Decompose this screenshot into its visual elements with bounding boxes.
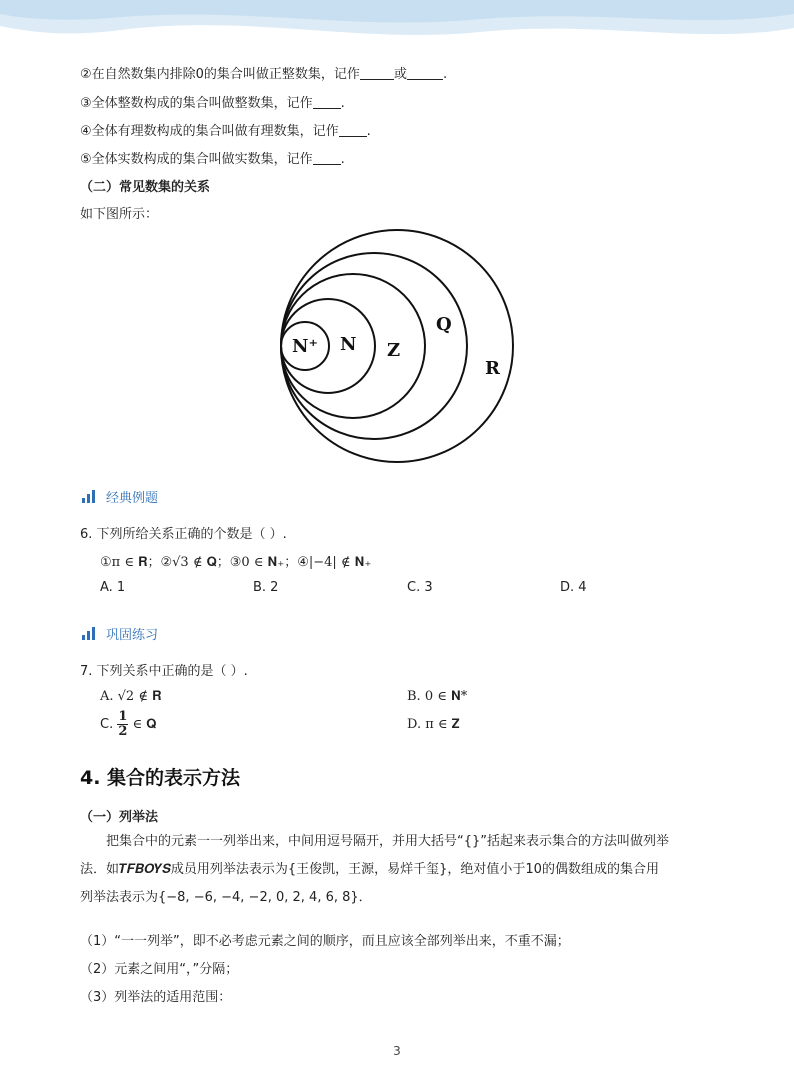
definition-reals (80, 148, 345, 167)
answer-blank (360, 67, 394, 80)
definition-text: ②在自然数集内排除0的集合叫做正整数集，记作 (80, 67, 360, 82)
subheading-relations: （二）常见数集的关系 (80, 180, 211, 195)
section-tag-label: 巩固练习 (106, 628, 159, 643)
period: . (366, 124, 371, 139)
label-Q: Q (436, 314, 452, 335)
option-letter: C. (100, 717, 118, 732)
q6-option-a: A. 1 (100, 580, 126, 595)
period: . (442, 67, 448, 82)
definition-positive-integers (80, 63, 447, 82)
q7-stem: 7. 下列关系中正确的是（ ）. (80, 664, 248, 679)
definition-text: ⑤全体实数构成的集合叫做实数集，记作 (80, 152, 313, 167)
fraction-denominator: 2 (118, 724, 128, 739)
q6-option-d: D. 4 (560, 580, 587, 595)
answer-blank (313, 96, 341, 109)
note-item-3: （3）列举法的适用范围： (80, 990, 232, 1005)
q6-stem: 6. 下列所给关系正确的个数是（ ）. (80, 527, 287, 542)
option-relation: ∈ 𝐐 (128, 717, 157, 732)
answer-blank (407, 67, 443, 80)
definition-text: ③全体整数构成的集合叫做整数集，记作 (80, 96, 313, 111)
period: . (340, 152, 345, 167)
q7-option-a: A. √2 ∉ 𝐑 (100, 689, 162, 704)
label-N: N (340, 334, 357, 355)
q7-option-c (100, 710, 156, 739)
subheading-enumeration: （一）列举法 (80, 810, 159, 825)
paragraph-line: 列举法表示为{−8, −6, −4, −2, 0, 2, 4, 6, 8}． (80, 890, 372, 905)
note-item-2: （2）元素之间用“，”分隔； (80, 962, 239, 977)
q6-option-c: C. 3 (407, 580, 433, 595)
q6-option-b: B. 2 (253, 580, 279, 595)
paragraph-line: 法．如𝑻𝑭𝑩𝑶𝒀𝑺成员用列举法表示为{王俊凯，王源，易烊千玺}，绝对值小于10的偶数组成的集合用 (80, 862, 659, 877)
fraction-numerator: 1 (118, 709, 128, 724)
definition-rationals (80, 120, 371, 139)
definition-text: ④全体有理数构成的集合叫做有理数集，记作 (80, 124, 339, 139)
section-tag-label: 经典例题 (106, 491, 159, 506)
figure-intro: 如下图所示： (80, 207, 159, 222)
page-number: 3 (393, 1044, 401, 1058)
label-R: R (485, 358, 500, 379)
section-heading: 4. 集合的表示方法 (80, 767, 241, 789)
q6-items: ①π ∈ 𝐑；②√3 ∉ 𝐐；③0 ∈ 𝐍₊；④|−4| ∉ 𝐍₊ (100, 555, 372, 570)
label-Z: Z (387, 340, 401, 361)
definition-integers (80, 92, 345, 111)
number-sets-diagram (270, 222, 530, 470)
q7-option-b: B. 0 ∈ 𝐍* (407, 689, 468, 704)
bar-chart-icon (82, 627, 98, 640)
answer-blank (339, 124, 367, 137)
note-item-1: （1）“一一列举”，即不必考虑元素之间的顺序，而且应该全部列举出来，不重不漏； (80, 934, 570, 949)
bar-chart-icon (82, 490, 98, 503)
q7-option-d: D. π ∈ 𝐙 (407, 717, 460, 732)
section-tag-examples (82, 487, 158, 506)
label-N-plus: N⁺ (292, 336, 318, 357)
period: . (340, 96, 345, 111)
header-wave-decoration (0, 0, 794, 60)
or-text: 或 (393, 67, 407, 82)
fraction (117, 710, 128, 739)
section-tag-practice (82, 624, 158, 643)
answer-blank (313, 152, 341, 165)
paragraph-line: 把集合中的元素一一列举出来，中间用逗号隔开，并用大括号“{}”括起来表示集合的方法叫做列举 (106, 834, 670, 849)
